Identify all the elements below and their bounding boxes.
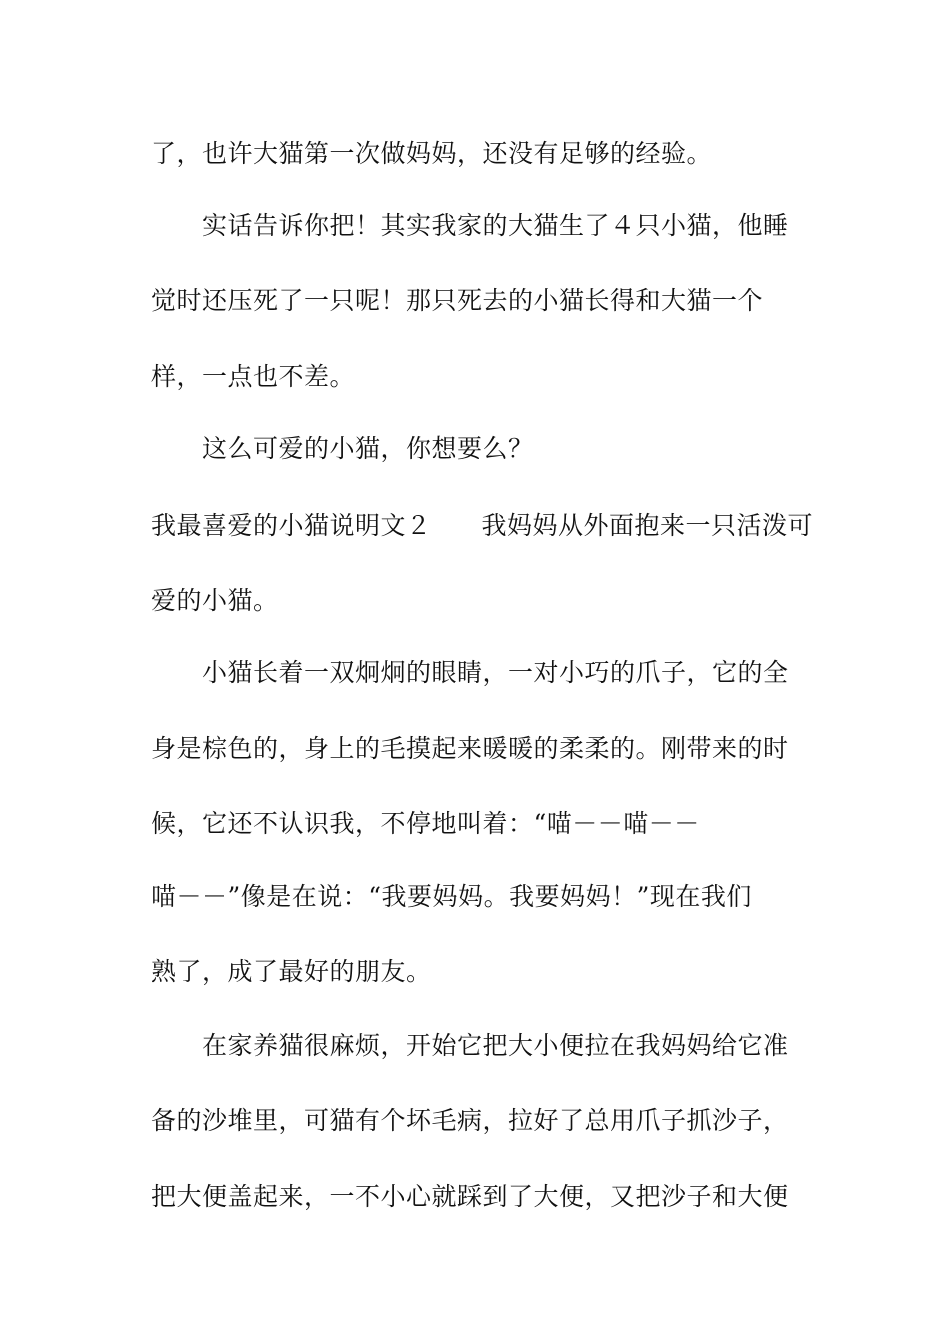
text-line-12: 喵－－”像是在说：“我要妈妈。我要妈妈！”现在我们 [151,882,752,911]
text-line-13: 熟了，成了最好的朋友。 [151,957,432,986]
section-heading-row [151,510,813,542]
text-line-5: 这么可爱的小猫，你想要么？ [202,434,534,463]
text-line-8: 爱的小猫。 [151,586,279,615]
text-line-3: 觉时还压死了一只呢！那只死去的小猫长得和大猫一个 [151,286,764,315]
section-first-line: 我妈妈从外面抱来一只活泼可 [481,511,814,540]
text-line-2: 实话告诉你把！其实我家的大猫生了４只小猫，他睡 [202,211,789,240]
text-line-9: 小猫长着一双炯炯的眼睛，一对小巧的爪子，它的全 [202,658,789,687]
text-line-14: 在家养猫很麻烦，开始它把大小便拉在我妈妈给它准 [202,1031,789,1060]
section-heading: 我最喜爱的小猫说明文２ [151,511,432,540]
text-line-4: 样，一点也不差。 [151,362,356,391]
text-line-15: 备的沙堆里，可猫有个坏毛病，拉好了总用爪子抓沙子， [151,1106,789,1135]
text-line-11: 候，它还不认识我，不停地叫着：“喵－－喵－－ [151,809,700,838]
text-line-1: 了，也许大猫第一次做妈妈，还没有足够的经验。 [151,139,713,168]
text-line-10: 身是棕色的，身上的毛摸起来暖暖的柔柔的。刚带来的时 [151,734,789,763]
text-line-16: 把大便盖起来，一不小心就踩到了大便，又把沙子和大便 [151,1182,789,1211]
